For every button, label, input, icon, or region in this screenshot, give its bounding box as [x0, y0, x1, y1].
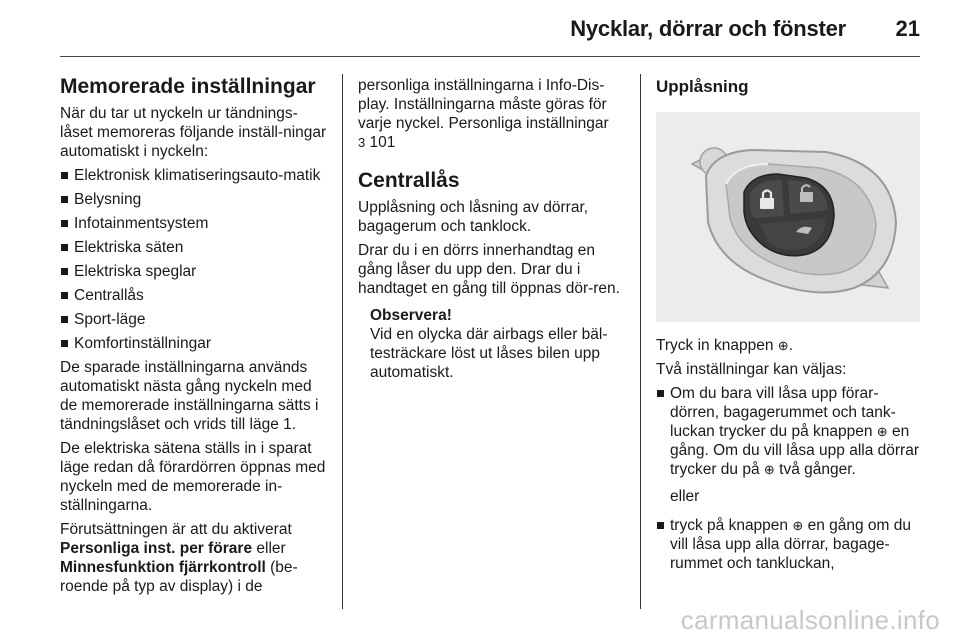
- column-2: [358, 76, 628, 382]
- column-divider-1: [342, 74, 343, 609]
- body-paragraph: Upplåsning och låsning av dörrar, bagagerum och tanklock.: [358, 199, 589, 235]
- body-paragraph: Drar du i en dörrs innerhandtag en gång låser du upp den. Drar du i handtaget en gång till öppnas dör-ren.: [358, 242, 620, 297]
- column-divider-2: [640, 74, 641, 609]
- page-title: Nycklar, dörrar och fönster: [570, 16, 846, 41]
- section-heading-unlocking: Upplåsning: [656, 77, 749, 96]
- text-run: (be-roende på typ av display) i de: [60, 559, 298, 595]
- list-item: Belysning: [60, 190, 328, 209]
- note-text: Vid en olycka där airbags eller bäl-testräckare löst ut låses bilen upp automatiskt.: [370, 326, 608, 381]
- list-item: Elektriska säten: [60, 238, 328, 257]
- text-run: två gånger.: [779, 461, 856, 478]
- list-item: Sport-läge: [60, 310, 328, 329]
- body-paragraph: De sparade inställningarna används automatiskt nästa gång nyckeln med de memorerade inställningarna sätts i tändningslåset och vrids till läge 1.: [60, 359, 319, 433]
- section-heading-central-lock: Centrallås: [358, 169, 460, 192]
- list-item: Infotainmentsystem: [60, 214, 328, 233]
- page-header: [60, 0, 920, 56]
- body-paragraph: [358, 76, 628, 152]
- menu-setting-name: Minnesfunktion fjärrkontroll: [60, 559, 266, 576]
- list-item: [656, 516, 922, 573]
- unlock-options-list: [656, 516, 922, 573]
- unlock-options-list: [656, 384, 922, 479]
- list-item: Komfortinställningar: [60, 334, 328, 353]
- body-paragraph: Tryck in knappen ⊕.: [656, 337, 793, 354]
- text-run: tryck på knappen: [670, 517, 789, 534]
- watermark: carmanualsonline.info: [680, 605, 940, 635]
- unlock-icon: ⊕: [763, 462, 775, 477]
- text-run: en gång. Om du vill låsa upp alla dörrar trycker du på: [670, 423, 919, 478]
- list-item: [656, 384, 922, 479]
- page-reference-icon: 3: [358, 135, 366, 150]
- body-paragraph: Två inställningar kan väljas:: [656, 361, 847, 378]
- note-title: Observera!: [370, 307, 452, 324]
- body-paragraph: [60, 520, 328, 596]
- intro-paragraph: När du tar ut nyckeln ur tändnings-låset memoreras följande inställ-ningar automatiskt i nyckeln:: [60, 105, 327, 160]
- list-item: Centrallås: [60, 286, 328, 305]
- page-reference: 101: [369, 134, 396, 151]
- page-number: 21: [895, 16, 920, 41]
- unlock-icon: ⊕: [792, 518, 804, 533]
- column-1: [60, 66, 328, 601]
- body-paragraph: De elektriska sätena ställs in i sparat läge redan då förardörren öppnas med nyckeln med de memorerade in-ställningarna.: [60, 440, 326, 514]
- note-box: [358, 306, 628, 382]
- text-run: en gång om du vill låsa upp alla dörrar, bagage-rummet och tankluckan,: [670, 517, 911, 572]
- memory-settings-list: [60, 166, 328, 353]
- list-item: Elektronisk klimatiseringsauto-matik: [60, 166, 328, 185]
- unlock-icon: ⊕: [876, 424, 888, 439]
- text-run: personliga inställningarna i Info-Dis-play. Inställningarna måste göras för varje nyckel. Personliga inställningar: [358, 77, 609, 132]
- text-run: Om du bara vill låsa upp förar-dörren, bagagerummet och tank-luckan trycker du på knappen: [670, 385, 896, 440]
- text-run: eller: [252, 540, 286, 557]
- column-3: [656, 76, 922, 578]
- list-item: Elektriska speglar: [60, 262, 328, 281]
- unlock-icon: ⊕: [777, 338, 789, 353]
- text-run: Förutsättningen är att du aktiverat: [60, 521, 292, 538]
- header-divider: [60, 56, 920, 57]
- remote-key-icon: [656, 112, 920, 322]
- menu-setting-name: Personliga inst. per förare: [60, 540, 253, 557]
- key-illustration: [656, 112, 920, 322]
- section-heading-memory: Memorerade inställningar: [60, 75, 316, 98]
- or-separator: eller: [670, 488, 700, 505]
- text-run: Tryck in knappen: [656, 337, 774, 354]
